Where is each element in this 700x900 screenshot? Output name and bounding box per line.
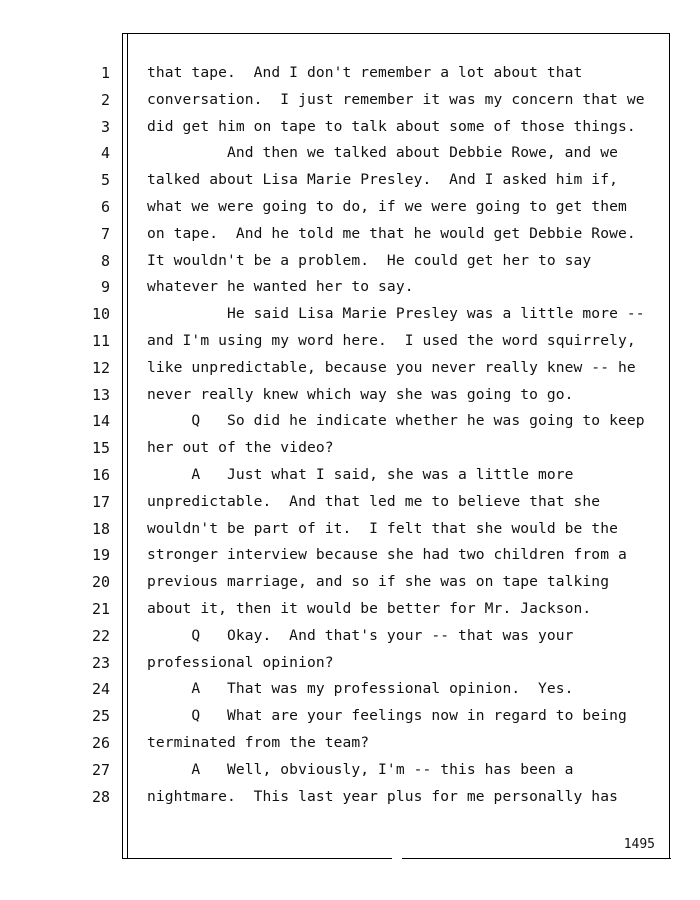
transcript-line: stronger interview because she had two children from a — [147, 546, 627, 564]
line-number: 16 — [91, 465, 110, 484]
transcript-line: that tape. And I don't remember a lot about that — [147, 64, 583, 81]
line-number: 10 — [91, 305, 110, 324]
margin-rule — [127, 33, 128, 859]
transcript-line: and I'm using my word here. I used the word squirrely, — [147, 331, 636, 349]
line-number: 25 — [91, 707, 110, 726]
transcript-line: on tape. And he told me that he would get Debbie Rowe. — [147, 224, 636, 242]
line-number: 22 — [91, 626, 110, 645]
transcript-line: Q Okay. And that's your -- that was your — [147, 626, 574, 644]
page-number: 1495 — [623, 837, 655, 852]
footer-rule-left — [122, 858, 392, 859]
transcript-line: And then we talked about Debbie Rowe, and we — [147, 144, 618, 162]
line-number: 18 — [91, 519, 110, 538]
line-number: 1 — [100, 64, 110, 82]
line-number: 15 — [91, 439, 110, 458]
transcript-line: professional opinion? — [147, 653, 334, 671]
transcript-line: talked about Lisa Marie Presley. And I asked him if, — [147, 171, 618, 189]
transcript-line: Q What are your feelings now in regard to being — [147, 707, 627, 725]
line-number: 19 — [91, 546, 110, 565]
line-number: 21 — [91, 599, 110, 618]
transcript-line: It wouldn't be a problem. He could get her to say — [147, 251, 592, 269]
transcript-line: did get him on tape to talk about some of those things. — [147, 117, 636, 135]
line-number: 27 — [91, 760, 110, 779]
transcript-line: unpredictable. And that led me to believe that she — [147, 492, 601, 510]
transcript-line: A That was my professional opinion. Yes. — [147, 680, 574, 698]
transcript-line: previous marriage, and so if she was on tape talking — [147, 573, 610, 591]
transcript-line: whatever he wanted her to say. — [147, 278, 414, 296]
line-number: 13 — [91, 385, 110, 404]
transcript-line: A Well, obviously, I'm -- this has been a — [147, 760, 574, 778]
transcript-line: her out of the video? — [147, 439, 334, 457]
transcript-line: Q So did he indicate whether he was going to keep — [147, 412, 645, 430]
line-number: 23 — [91, 653, 110, 672]
line-number: 17 — [91, 492, 110, 511]
line-number: 8 — [100, 251, 110, 270]
line-number: 20 — [91, 573, 110, 592]
line-number: 5 — [100, 171, 110, 190]
transcript-line: A Just what I said, she was a little more — [147, 465, 574, 483]
transcript-line: wouldn't be part of it. I felt that she would be the — [147, 519, 618, 537]
line-number: 2 — [100, 90, 110, 109]
line-number: 11 — [91, 331, 110, 350]
transcript-line: nightmare. This last year plus for me personally has — [147, 787, 618, 805]
transcript-line: conversation. I just remember it was my concern that we — [147, 90, 645, 108]
line-number: 24 — [91, 680, 110, 699]
transcript-line: terminated from the team? — [147, 733, 370, 751]
transcript-line: never really knew which way she was going to go. — [147, 385, 574, 403]
line-number: 9 — [100, 278, 110, 297]
line-number: 14 — [91, 412, 110, 431]
line-number: 7 — [100, 224, 110, 243]
line-number: 6 — [100, 197, 110, 216]
transcript-line: He said Lisa Marie Presley was a little more -- — [147, 305, 645, 323]
line-number: 28 — [91, 787, 110, 806]
transcript-line: what we were going to do, if we were going to get them — [147, 197, 627, 215]
line-number: 26 — [91, 733, 110, 752]
line-number-column — [70, 60, 110, 810]
transcript-line: about it, then it would be better for Mr. Jackson. — [147, 599, 592, 617]
transcript-text — [147, 60, 662, 810]
footer-rule-right — [402, 858, 671, 859]
line-number: 3 — [100, 117, 110, 136]
transcript-line: like unpredictable, because you never really knew -- he — [147, 358, 636, 376]
line-number: 12 — [91, 358, 110, 377]
line-number: 4 — [100, 144, 110, 163]
